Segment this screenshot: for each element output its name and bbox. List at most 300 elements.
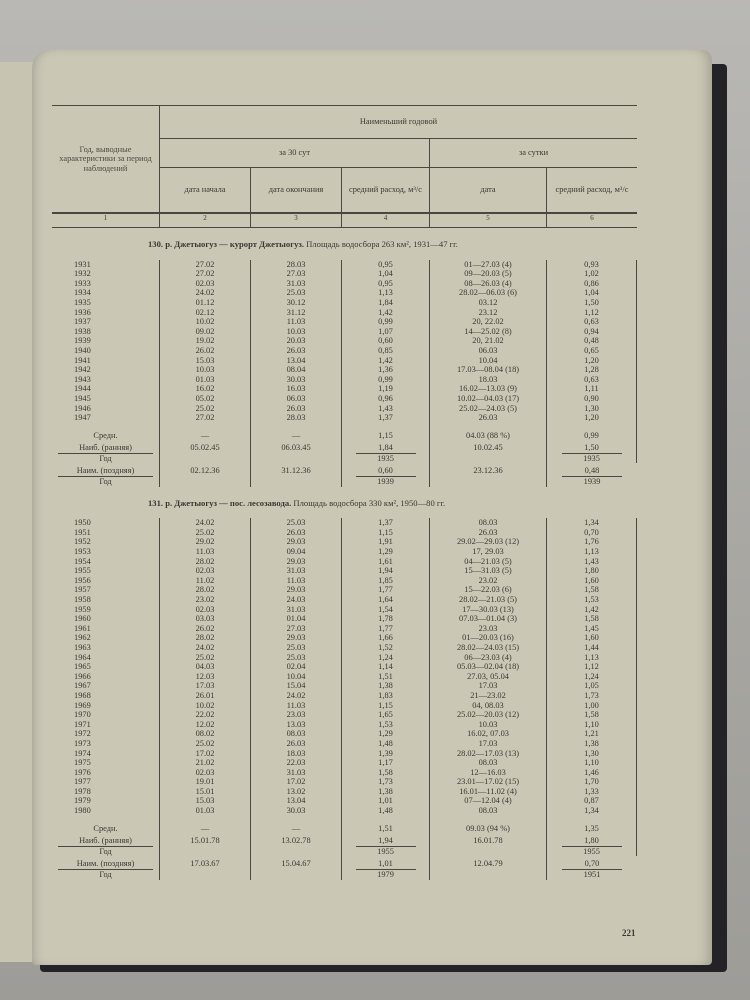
section-table [52, 260, 637, 487]
table-cell: 0,85 [342, 346, 430, 356]
table-cell: 1938 [52, 327, 160, 337]
table-cell: 1,11 [547, 384, 637, 394]
table-cell: 1,36 [342, 365, 430, 375]
table-cell: 0,86 [547, 279, 637, 289]
table-cell: 26.03 [430, 413, 547, 423]
table-cell: 0,63 [547, 375, 637, 385]
table-cell: 03.12 [430, 298, 547, 308]
year-label: Год [99, 870, 112, 880]
table-cell: 1,60 [547, 576, 637, 586]
table-cell: 19.01 [160, 777, 251, 787]
table-cell: 05.02 [160, 394, 251, 404]
header-group-day: за сутки [430, 139, 637, 168]
stat-label-text: Наиб. (ранняя) [58, 836, 153, 847]
table-cell: 0,99 [547, 431, 637, 441]
table-cell: 1940 [52, 346, 160, 356]
table-cell: — [251, 431, 342, 441]
table-cell: 10.02.45 [430, 440, 547, 463]
table-cell: 1965 [52, 662, 160, 672]
table-cell: 1,60 [547, 633, 637, 643]
table-cell: 16.01—11.02 (4) [430, 787, 547, 797]
table-cell: 15—31.03 (5) [430, 566, 547, 576]
section-table [52, 518, 637, 879]
table-cell: 1962 [52, 633, 160, 643]
table-cell: 1,13 [547, 653, 637, 663]
value: 1,84 [356, 443, 416, 454]
table-cell: 28.02—24.03 (15) [430, 643, 547, 653]
table-cell: 1977 [52, 777, 160, 787]
table-cell: 29.03 [251, 537, 342, 547]
year-label: Год [99, 477, 112, 487]
table-cell: 1,30 [547, 749, 637, 759]
table-cell: 04.03 (88 %) [430, 431, 547, 441]
table-cell: 13.04 [251, 356, 342, 366]
table-cell: 25.02 [160, 653, 251, 663]
table-cell: 24.02 [160, 288, 251, 298]
left-page-edge [0, 62, 35, 962]
header-date: дата [430, 168, 547, 212]
year: 1939 [377, 477, 394, 487]
data-table [52, 105, 637, 880]
table-cell: 29.03 [251, 585, 342, 595]
table-cell: 26.03 [251, 739, 342, 749]
table-cell: 17.03 [160, 681, 251, 691]
table-cell: 12.03 [160, 672, 251, 682]
table-cell: 1,84 [342, 298, 430, 308]
table-cell: 12.04.79 [430, 856, 547, 879]
section-title-area: Площадь водосбора 330 км², 1950—80 гг. [293, 497, 446, 508]
year: 1955 [583, 846, 600, 856]
table-cell: 1976 [52, 768, 160, 778]
table-cell: 0,60 [342, 336, 430, 346]
table-cell: 1971 [52, 720, 160, 730]
table-cell: 25.02—20.03 (12) [430, 710, 547, 720]
header-start-date: дата начала [160, 168, 251, 212]
table-cell: 15.03 [160, 356, 251, 366]
table-cell: 16.02 [160, 384, 251, 394]
table-cell: 1975 [52, 758, 160, 768]
table-cell: 10.03 [160, 365, 251, 375]
header-mean-flow-30: средний расход, м³/с [342, 168, 430, 212]
table-cell: 17, 29.03 [430, 547, 547, 557]
table-cell: 1974 [52, 749, 160, 759]
table-cell: 10.02 [160, 317, 251, 327]
table-cell: 26.03 [251, 404, 342, 414]
table-cell: 09—20.03 (5) [430, 269, 547, 279]
table-cell: 1956 [52, 576, 160, 586]
table-cell: 1,37 [342, 413, 430, 423]
fraction-cell [547, 856, 637, 879]
table-cell: 29.02—29.03 (12) [430, 537, 547, 547]
table-cell: 16.02, 07.03 [430, 729, 547, 739]
year: 1951 [583, 870, 601, 880]
table-cell: 31.12.36 [251, 463, 342, 486]
table-cell: 21.02 [160, 758, 251, 768]
table-cell: 24.02 [160, 643, 251, 653]
value: 1,80 [562, 836, 622, 847]
table-cell: 1,29 [342, 729, 430, 739]
table-cell: 1,42 [547, 605, 637, 615]
table-cell: 1973 [52, 739, 160, 749]
fraction-cell [342, 440, 430, 463]
table-cell: 25.02—24.03 (5) [430, 404, 547, 414]
table-cell: 1,15 [342, 701, 430, 711]
table-cell: 0,99 [342, 317, 430, 327]
table-cell: 24.02 [251, 691, 342, 701]
table-cell: 14—25.02 (8) [430, 327, 547, 337]
table-cell: 1958 [52, 595, 160, 605]
table-cell: 1,20 [547, 413, 637, 423]
spacer [52, 816, 160, 824]
table-cell: 01.03 [160, 375, 251, 385]
table-cell: 16.03 [251, 384, 342, 394]
table-cell: 1931 [52, 260, 160, 270]
table-cell: 1970 [52, 710, 160, 720]
table-cell: 1933 [52, 279, 160, 289]
table-cell: 1,05 [547, 681, 637, 691]
table-cell: 25.03 [251, 643, 342, 653]
table-cell: 1,43 [547, 557, 637, 567]
table-cell: 1966 [52, 672, 160, 682]
table-cell: 15.04 [251, 681, 342, 691]
spacer [342, 816, 430, 824]
stat-mean-label: Средн. [52, 431, 160, 441]
table-cell: — [251, 824, 342, 834]
table-cell: 1,64 [342, 595, 430, 605]
spacer [160, 816, 251, 824]
table-cell: 16.02—13.03 (9) [430, 384, 547, 394]
table-cell: 27.02 [160, 269, 251, 279]
table-cell: 28.02—06.03 (6) [430, 288, 547, 298]
header-group-min-annual: Наименьший годовой [160, 106, 637, 139]
table-cell: 0,95 [342, 279, 430, 289]
table-cell: 0,99 [342, 375, 430, 385]
table-cell: 12.02 [160, 720, 251, 730]
table-cell: 1934 [52, 288, 160, 298]
table-cell: 1957 [52, 585, 160, 595]
table-cell: 30.12 [251, 298, 342, 308]
table-cell: 25.02 [160, 404, 251, 414]
value: 1,94 [356, 836, 416, 847]
table-cell: 1939 [52, 336, 160, 346]
table-cell: 1941 [52, 356, 160, 366]
table-cell: 28.03 [251, 413, 342, 423]
spacer [547, 816, 637, 824]
table-cell: 1,10 [547, 758, 637, 768]
table-cell: 1953 [52, 547, 160, 557]
table-cell: 13.04 [251, 796, 342, 806]
table-cell: 1,10 [547, 720, 637, 730]
table-cell: 01.12 [160, 298, 251, 308]
table-cell: 15.01 [160, 787, 251, 797]
table-cell: 30.03 [251, 806, 342, 816]
table-cell: 1963 [52, 643, 160, 653]
table-cell: 17.02 [251, 777, 342, 787]
table-cell: 08.02 [160, 729, 251, 739]
table-cell: 1,42 [342, 308, 430, 318]
table-cell: 31.03 [251, 768, 342, 778]
year: 1979 [377, 870, 394, 880]
table-header [52, 105, 637, 213]
table-cell: 26.01 [160, 691, 251, 701]
year-label: Год [99, 846, 112, 856]
table-cell: 20.03 [251, 336, 342, 346]
table-cell: 0,70 [547, 528, 637, 538]
stat-label-text: Наим. (поздняя) [58, 859, 153, 870]
table-cell: 11.02 [160, 576, 251, 586]
table-cell: 1980 [52, 806, 160, 816]
table-cell: 1951 [52, 528, 160, 538]
table-cell: 0,96 [342, 394, 430, 404]
table-cell: 10.04 [251, 672, 342, 682]
table-cell: 22.03 [251, 758, 342, 768]
stat-min-label [52, 463, 160, 486]
col-number: 3 [251, 213, 342, 227]
table-cell: 1,00 [547, 701, 637, 711]
table-cell: 19.02 [160, 336, 251, 346]
table-cell: 08.03 [430, 806, 547, 816]
table-cell: 09.04 [251, 547, 342, 557]
table-cell: 0,94 [547, 327, 637, 337]
table-cell: 25.03 [251, 518, 342, 528]
fraction-cell [342, 833, 430, 856]
table-cell: 07.03—01.04 (3) [430, 614, 547, 624]
value: 0,48 [562, 466, 622, 477]
spacer [251, 423, 342, 431]
spacer [160, 423, 251, 431]
table-cell: 01.04 [251, 614, 342, 624]
table-cell: 1,58 [547, 614, 637, 624]
stat-mean-label: Средн. [52, 824, 160, 834]
table-cell: 1,14 [342, 662, 430, 672]
table-cell: 11.03 [251, 317, 342, 327]
table-cell: 04.03 [160, 662, 251, 672]
spacer [52, 423, 160, 431]
table-cell: 1961 [52, 624, 160, 634]
header-end-date: дата окончания [251, 168, 342, 212]
fraction-cell [547, 440, 637, 463]
table-cell: 13.02.78 [251, 833, 342, 856]
table-cell: 15.04.67 [251, 856, 342, 879]
table-cell: 02.03 [160, 279, 251, 289]
table-cell: 09.03 (94 %) [430, 824, 547, 834]
value: 1,01 [356, 859, 416, 870]
table-cell: 09.02 [160, 327, 251, 337]
section-title-area: Площадь водосбора 263 км², 1931—47 гг. [306, 239, 458, 249]
table-cell: 1,58 [547, 585, 637, 595]
spacer [430, 423, 547, 431]
table-cell: 1,65 [342, 710, 430, 720]
table-cell: 1,01 [342, 796, 430, 806]
table-cell: 04—21.03 (5) [430, 557, 547, 567]
section-title [52, 240, 637, 250]
section-title-station: 131. р. Джетыогуз — пос. лесозавода. [148, 497, 292, 508]
table-cell: 1,83 [342, 691, 430, 701]
table-cell: 11.03 [251, 701, 342, 711]
table-cell: 1,48 [342, 739, 430, 749]
table-cell: 1,46 [547, 768, 637, 778]
table-cell: 1952 [52, 537, 160, 547]
stat-min-label [52, 856, 160, 879]
table-cell: 1944 [52, 384, 160, 394]
table-cell: 1,13 [547, 547, 637, 557]
table-cell: 18.03 [251, 749, 342, 759]
table-cell: 02.12 [160, 308, 251, 318]
table-cell: 1,42 [342, 356, 430, 366]
table-cell: 1,19 [342, 384, 430, 394]
col-number: 6 [547, 213, 637, 227]
table-cell: 08.04 [251, 365, 342, 375]
table-cell: 28.02 [160, 585, 251, 595]
table-cell: 1,21 [547, 729, 637, 739]
table-cell: 1,50 [547, 298, 637, 308]
table-cell: 23.03 [430, 624, 547, 634]
table-cell: 0,87 [547, 796, 637, 806]
table-cell: 02.03 [160, 605, 251, 615]
table-cell: 1959 [52, 605, 160, 615]
year: 1935 [583, 453, 600, 463]
table-cell: 1,53 [547, 595, 637, 605]
section-title [52, 499, 637, 509]
table-cell: 1,37 [342, 518, 430, 528]
spacer [251, 816, 342, 824]
table-cell: 10.03 [251, 327, 342, 337]
table-cell: 1967 [52, 681, 160, 691]
table-cell: 1,77 [342, 585, 430, 595]
table-cell: 15.03 [160, 796, 251, 806]
header-mean-flow-day: средний расход, м³/с [555, 185, 629, 195]
table-cell: 22.02 [160, 710, 251, 720]
table-cell: 01.03 [160, 806, 251, 816]
table-cell: 26.02 [160, 346, 251, 356]
table-cell: 31.03 [251, 279, 342, 289]
table-cell: 1,70 [547, 777, 637, 787]
table-cell: 28.03 [251, 260, 342, 270]
table-cell: 25.02 [160, 528, 251, 538]
table-cell: 1,34 [547, 806, 637, 816]
table-cell: 1968 [52, 691, 160, 701]
table-cell: 1,53 [342, 720, 430, 730]
table-cell: 0,65 [547, 346, 637, 356]
table-cell: 30.03 [251, 375, 342, 385]
col-number: 4 [342, 213, 430, 227]
table-cell: 02.03 [160, 566, 251, 576]
table-cell: — [160, 431, 251, 441]
table-cell: 08.03 [251, 729, 342, 739]
year: 1939 [583, 477, 601, 487]
stat-max-label [52, 833, 160, 856]
table-cell: 1,51 [342, 824, 430, 834]
table-cell: 13.02 [251, 787, 342, 797]
table-cell: 1945 [52, 394, 160, 404]
table-cell: 1,30 [547, 404, 637, 414]
table-cell: 28.02—17.03 (13) [430, 749, 547, 759]
table-cell: 27.03 [251, 624, 342, 634]
table-cell: 1946 [52, 404, 160, 414]
table-cell: 31.03 [251, 566, 342, 576]
col-number: 1 [52, 213, 160, 227]
table-cell: 16.01.78 [430, 833, 547, 856]
table-cell: 1,38 [342, 681, 430, 691]
table-cell: 08—26.03 (4) [430, 279, 547, 289]
table-cell: 1,12 [547, 662, 637, 672]
table-cell: 25.03 [251, 653, 342, 663]
table-cell: 10.03 [430, 720, 547, 730]
table-cell: 29.03 [251, 557, 342, 567]
column-numbers [52, 213, 637, 228]
stat-label-text: Наим. (поздняя) [58, 466, 153, 477]
table-cell: 29.02 [160, 537, 251, 547]
fraction-cell [547, 463, 637, 486]
table-cell: 1,43 [342, 404, 430, 414]
value: 0,60 [356, 466, 416, 477]
table-cell: 08.03 [430, 518, 547, 528]
table-cell: 01—27.03 (4) [430, 260, 547, 270]
table-cell: 10.02 [160, 701, 251, 711]
table-cell: 01—20.03 (16) [430, 633, 547, 643]
table-cell: 1,20 [547, 356, 637, 366]
table-cell: 03.03 [160, 614, 251, 624]
table-cell: 25.03 [251, 288, 342, 298]
table-cell: 1,54 [342, 605, 430, 615]
table-cell: 04, 08.03 [430, 701, 547, 711]
table-cell: 12—16.03 [430, 768, 547, 778]
table-cell: 1,85 [342, 576, 430, 586]
table-cell: 21—23.02 [430, 691, 547, 701]
table-cell: 1937 [52, 317, 160, 327]
table-cell: 1,04 [342, 269, 430, 279]
table-cell: 23.12 [430, 308, 547, 318]
table-cell: 1935 [52, 298, 160, 308]
table-cell: 24.03 [251, 595, 342, 605]
table-cell: 1,04 [547, 288, 637, 298]
table-cell: 1,73 [342, 777, 430, 787]
table-cell: 02.03 [160, 768, 251, 778]
table-cell: 0,95 [342, 260, 430, 270]
table-cell: 17.02 [160, 749, 251, 759]
table-cell: 27.02 [160, 413, 251, 423]
year: 1955 [377, 846, 394, 856]
table-cell: 17.03 [430, 681, 547, 691]
table-cell: 18.03 [430, 375, 547, 385]
value: 1,50 [562, 443, 622, 454]
table-cell: 1960 [52, 614, 160, 624]
table-cell: 02.04 [251, 662, 342, 672]
table-cell: 28.02 [160, 557, 251, 567]
table-cell: 1,48 [342, 806, 430, 816]
table-cell: 26.03 [430, 528, 547, 538]
table-cell: 0,90 [547, 394, 637, 404]
table-cell: 1,38 [547, 739, 637, 749]
table-cell: 1978 [52, 787, 160, 797]
table-cell: 1,80 [547, 566, 637, 576]
table-cell: 0,48 [547, 336, 637, 346]
table-cell: 06.03.45 [251, 440, 342, 463]
table-cell: 1969 [52, 701, 160, 711]
table-cell: 1,15 [342, 431, 430, 441]
header-col-year: Год, выводные характеристики за период наблюдений [52, 106, 160, 212]
table-cell: 23.01—17.02 (15) [430, 777, 547, 787]
table-cell: 1,34 [547, 518, 637, 528]
table-cell: 24.02 [160, 518, 251, 528]
value: 0,70 [562, 859, 622, 870]
table-cell: 1,29 [342, 547, 430, 557]
table-cell: 23.03 [251, 710, 342, 720]
table-cell: 1,58 [547, 710, 637, 720]
table-cell: 1,94 [342, 566, 430, 576]
spacer [430, 816, 547, 824]
stat-label-text: Наиб. (ранняя) [58, 443, 153, 454]
